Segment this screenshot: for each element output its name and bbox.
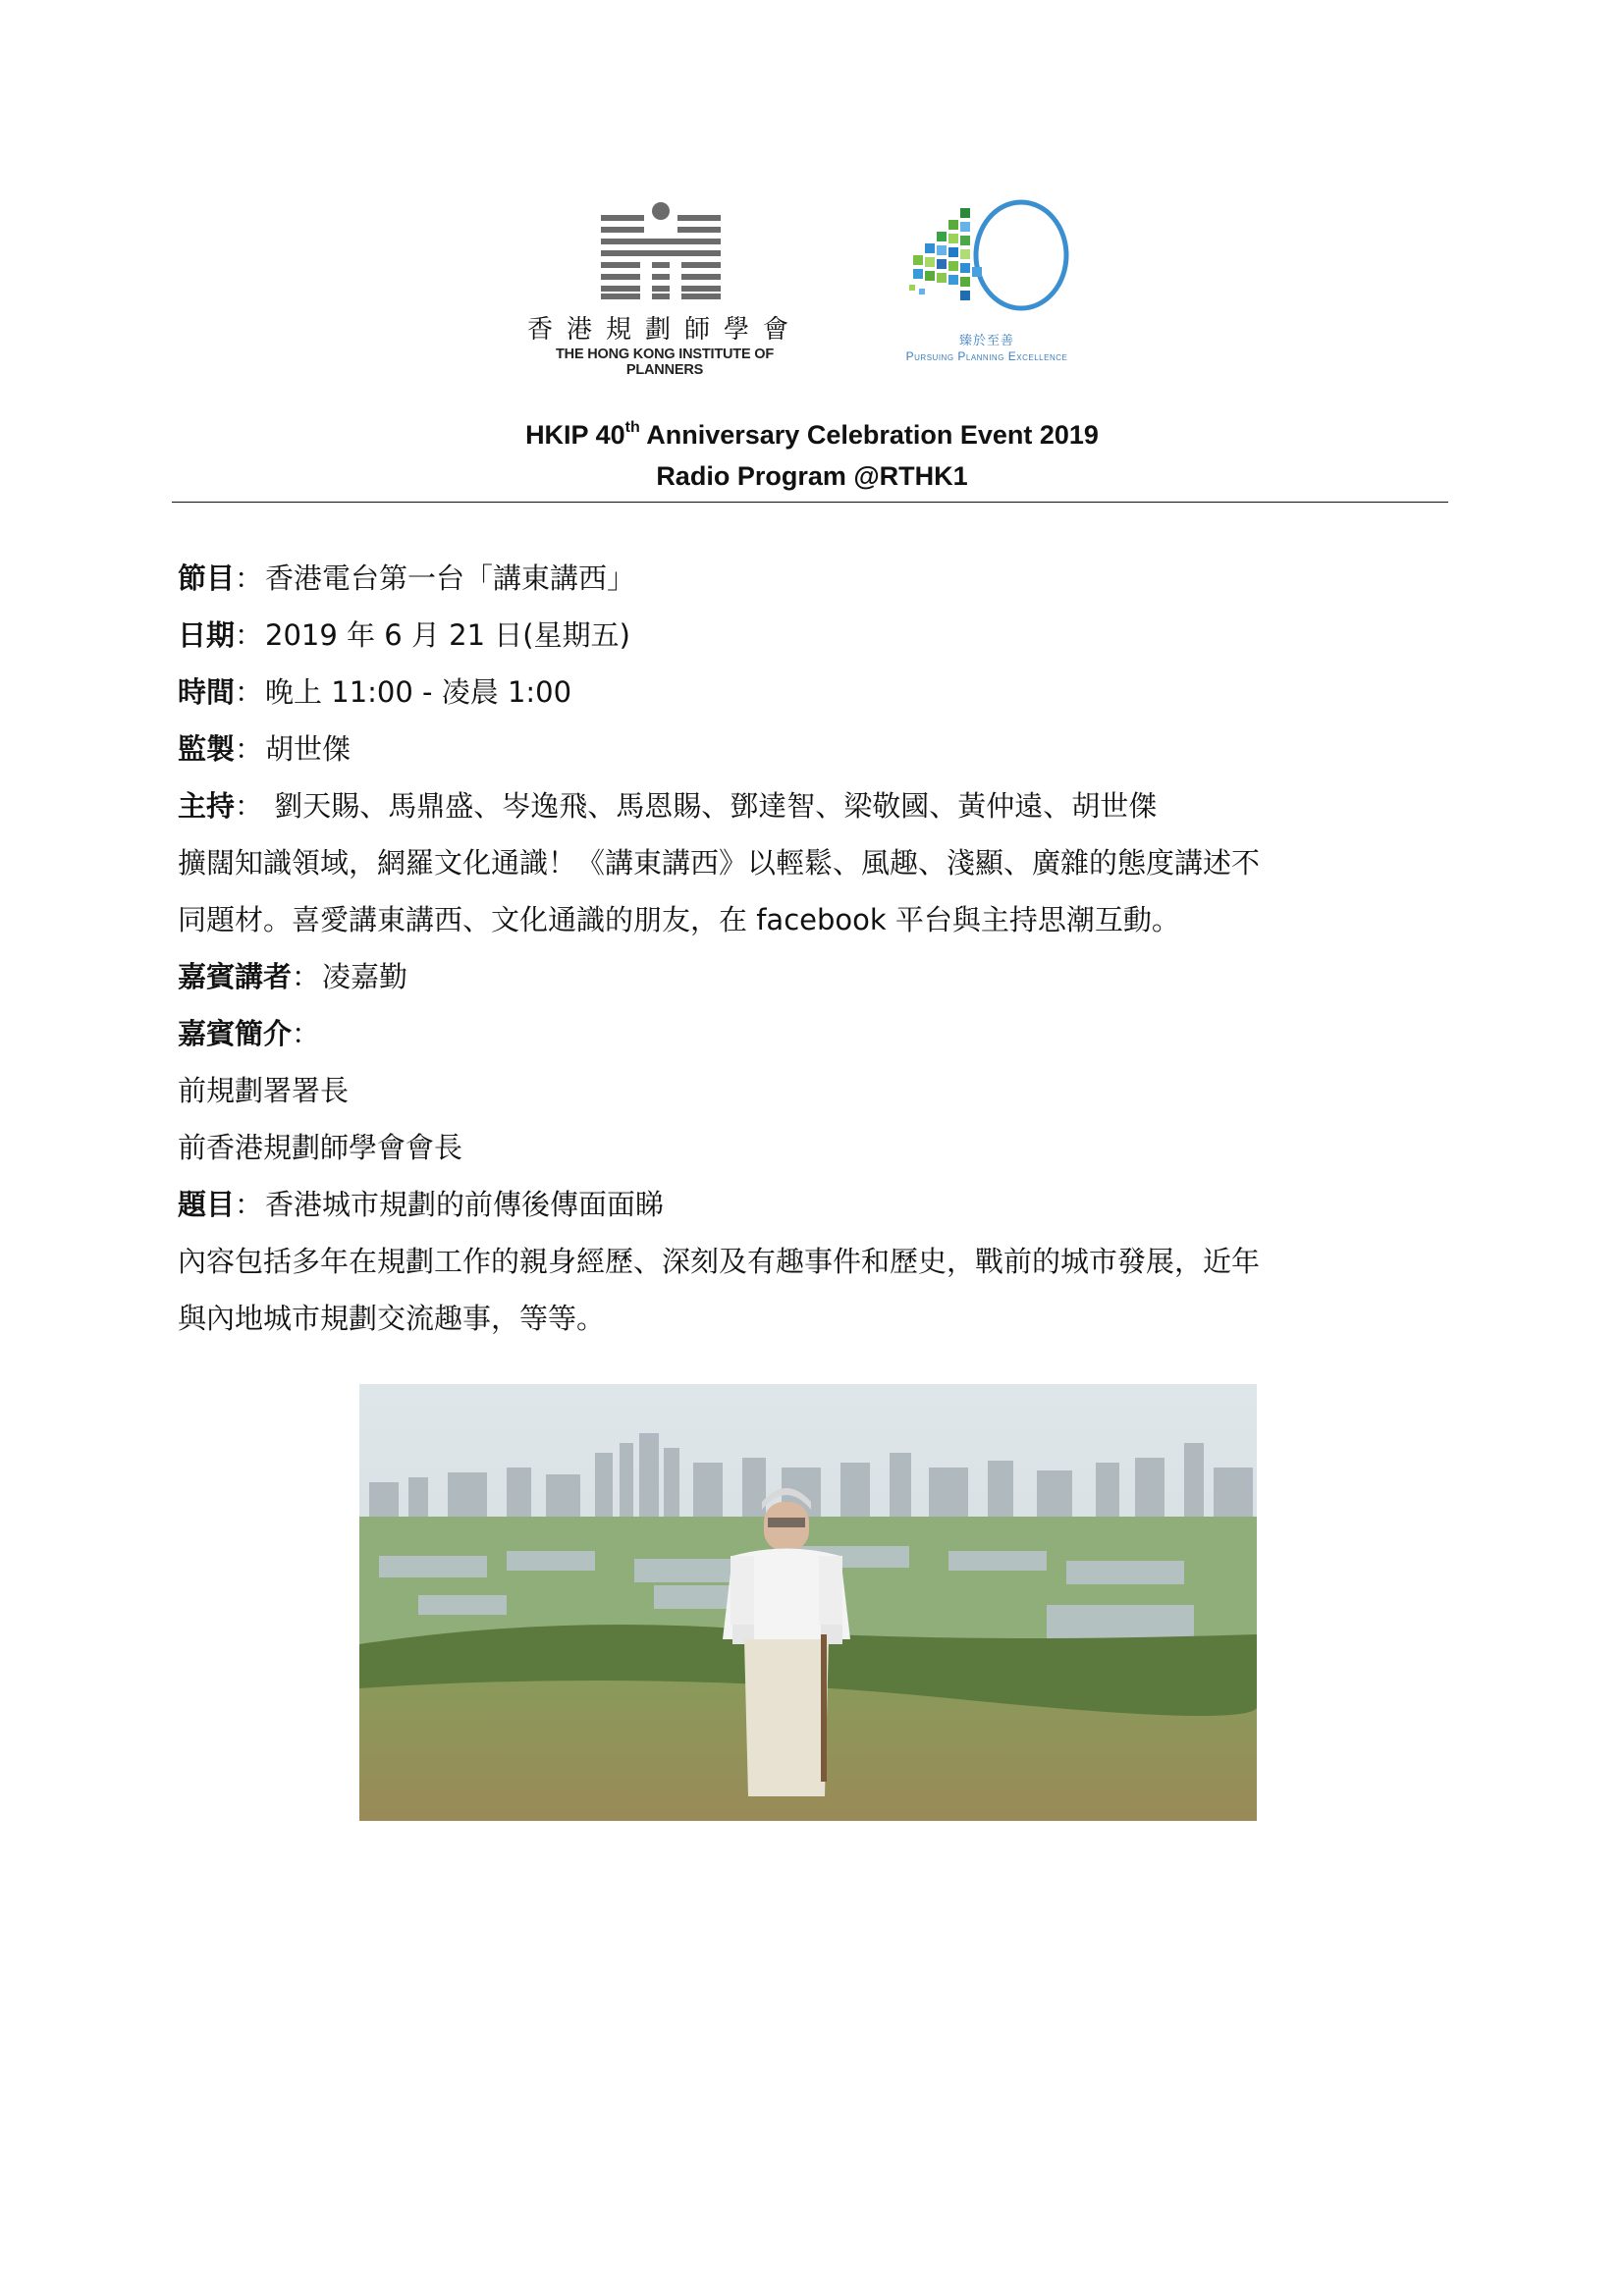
date-value: 2019 年 6 月 21 日(星期五) [265, 618, 630, 652]
anniversary-chinese-slogan: 臻於至善 [958, 334, 1014, 348]
program-details [178, 550, 1454, 1347]
hkip-chinese-name: 香港規劃師學會 [526, 315, 802, 345]
topic-row: 題目：香港城市規劃的前傳後傳面面睇 [178, 1188, 665, 1221]
content-line: 與內地城市規劃交流趣事，等等。 [178, 1302, 606, 1335]
description-line: 擴闊知識領域，網羅文化通識！《講東講西》以輕鬆、風趣、淺顯、廣雜的態度講述不 [178, 846, 1261, 880]
date-row: 日期：2019 年 6 月 21 日(星期五) [178, 618, 630, 652]
topic-label: 題目 [178, 1188, 236, 1221]
title-superscript: th [624, 419, 640, 436]
guest-role: 前規劃署署長 [178, 1074, 350, 1107]
program-label: 節目 [178, 561, 236, 595]
hosts-label: 主持 [178, 789, 236, 823]
guest-row: 嘉賓講者：凌嘉勤 [178, 960, 408, 993]
hosts-value: 劉天賜、馬鼎盛、岑逸飛、馬恩賜、鄧達智、梁敬國、黃仲遠、胡世傑 [265, 789, 1158, 823]
description-line: 同題材。喜愛講東講西、文化通識的朋友，在 facebook 平台與主持思潮互動。 [178, 903, 1180, 936]
hkip-emblem-icon [601, 201, 721, 299]
date-label: 日期 [178, 618, 236, 652]
guest-role: 前香港規劃師學會會長 [178, 1131, 463, 1164]
guest-photo [359, 1384, 1257, 1821]
content-line: 內容包括多年在規劃工作的親身經歷、深刻及有趣事件和歷史，戰前的城市發展，近年 [178, 1245, 1261, 1278]
program-value: 香港電台第一台「講東講西」 [265, 561, 636, 595]
guest-intro-label: 嘉賓簡介 [178, 1017, 293, 1050]
producer-row: 監製：胡世傑 [178, 732, 352, 766]
topic-value: 香港城市規劃的前傳後傳面面睇 [265, 1188, 665, 1221]
anniversary-40-icon [903, 196, 1080, 329]
anniversary-logo [864, 196, 1110, 368]
anniversary-english-slogan: Pursuing Planning Excellence [905, 349, 1068, 363]
guest-label: 嘉賓講者 [178, 960, 293, 993]
hkip-logo [522, 201, 807, 378]
time-row: 時間：晚上 11:00 - 凌晨 1:00 [178, 675, 572, 709]
title-prefix: HKIP 40 [525, 420, 625, 450]
hosts-row: 主持： 劉天賜、馬鼎盛、岑逸飛、馬恩賜、鄧達智、梁敬國、黃仲遠、胡世傑 [178, 789, 1158, 823]
program-row: 節目：香港電台第一台「講東講西」 [178, 561, 636, 595]
title-suffix: Anniversary Celebration Event 2019 [639, 420, 1099, 450]
hkip-english-name: THE HONG KONG INSTITUTE OF PLANNERS [556, 347, 774, 378]
producer-label: 監製 [178, 732, 236, 766]
guest-value: 凌嘉勤 [322, 960, 408, 993]
time-label: 時間 [178, 675, 236, 709]
producer-value: 胡世傑 [265, 732, 352, 766]
page-subtitle: Radio Program @RTHK1 [656, 461, 968, 491]
page-title [0, 420, 1624, 451]
guest-intro-row: 嘉賓簡介： [178, 1017, 321, 1050]
title-divider [172, 502, 1448, 503]
time-value: 晚上 11:00 - 凌晨 1:00 [265, 675, 572, 709]
